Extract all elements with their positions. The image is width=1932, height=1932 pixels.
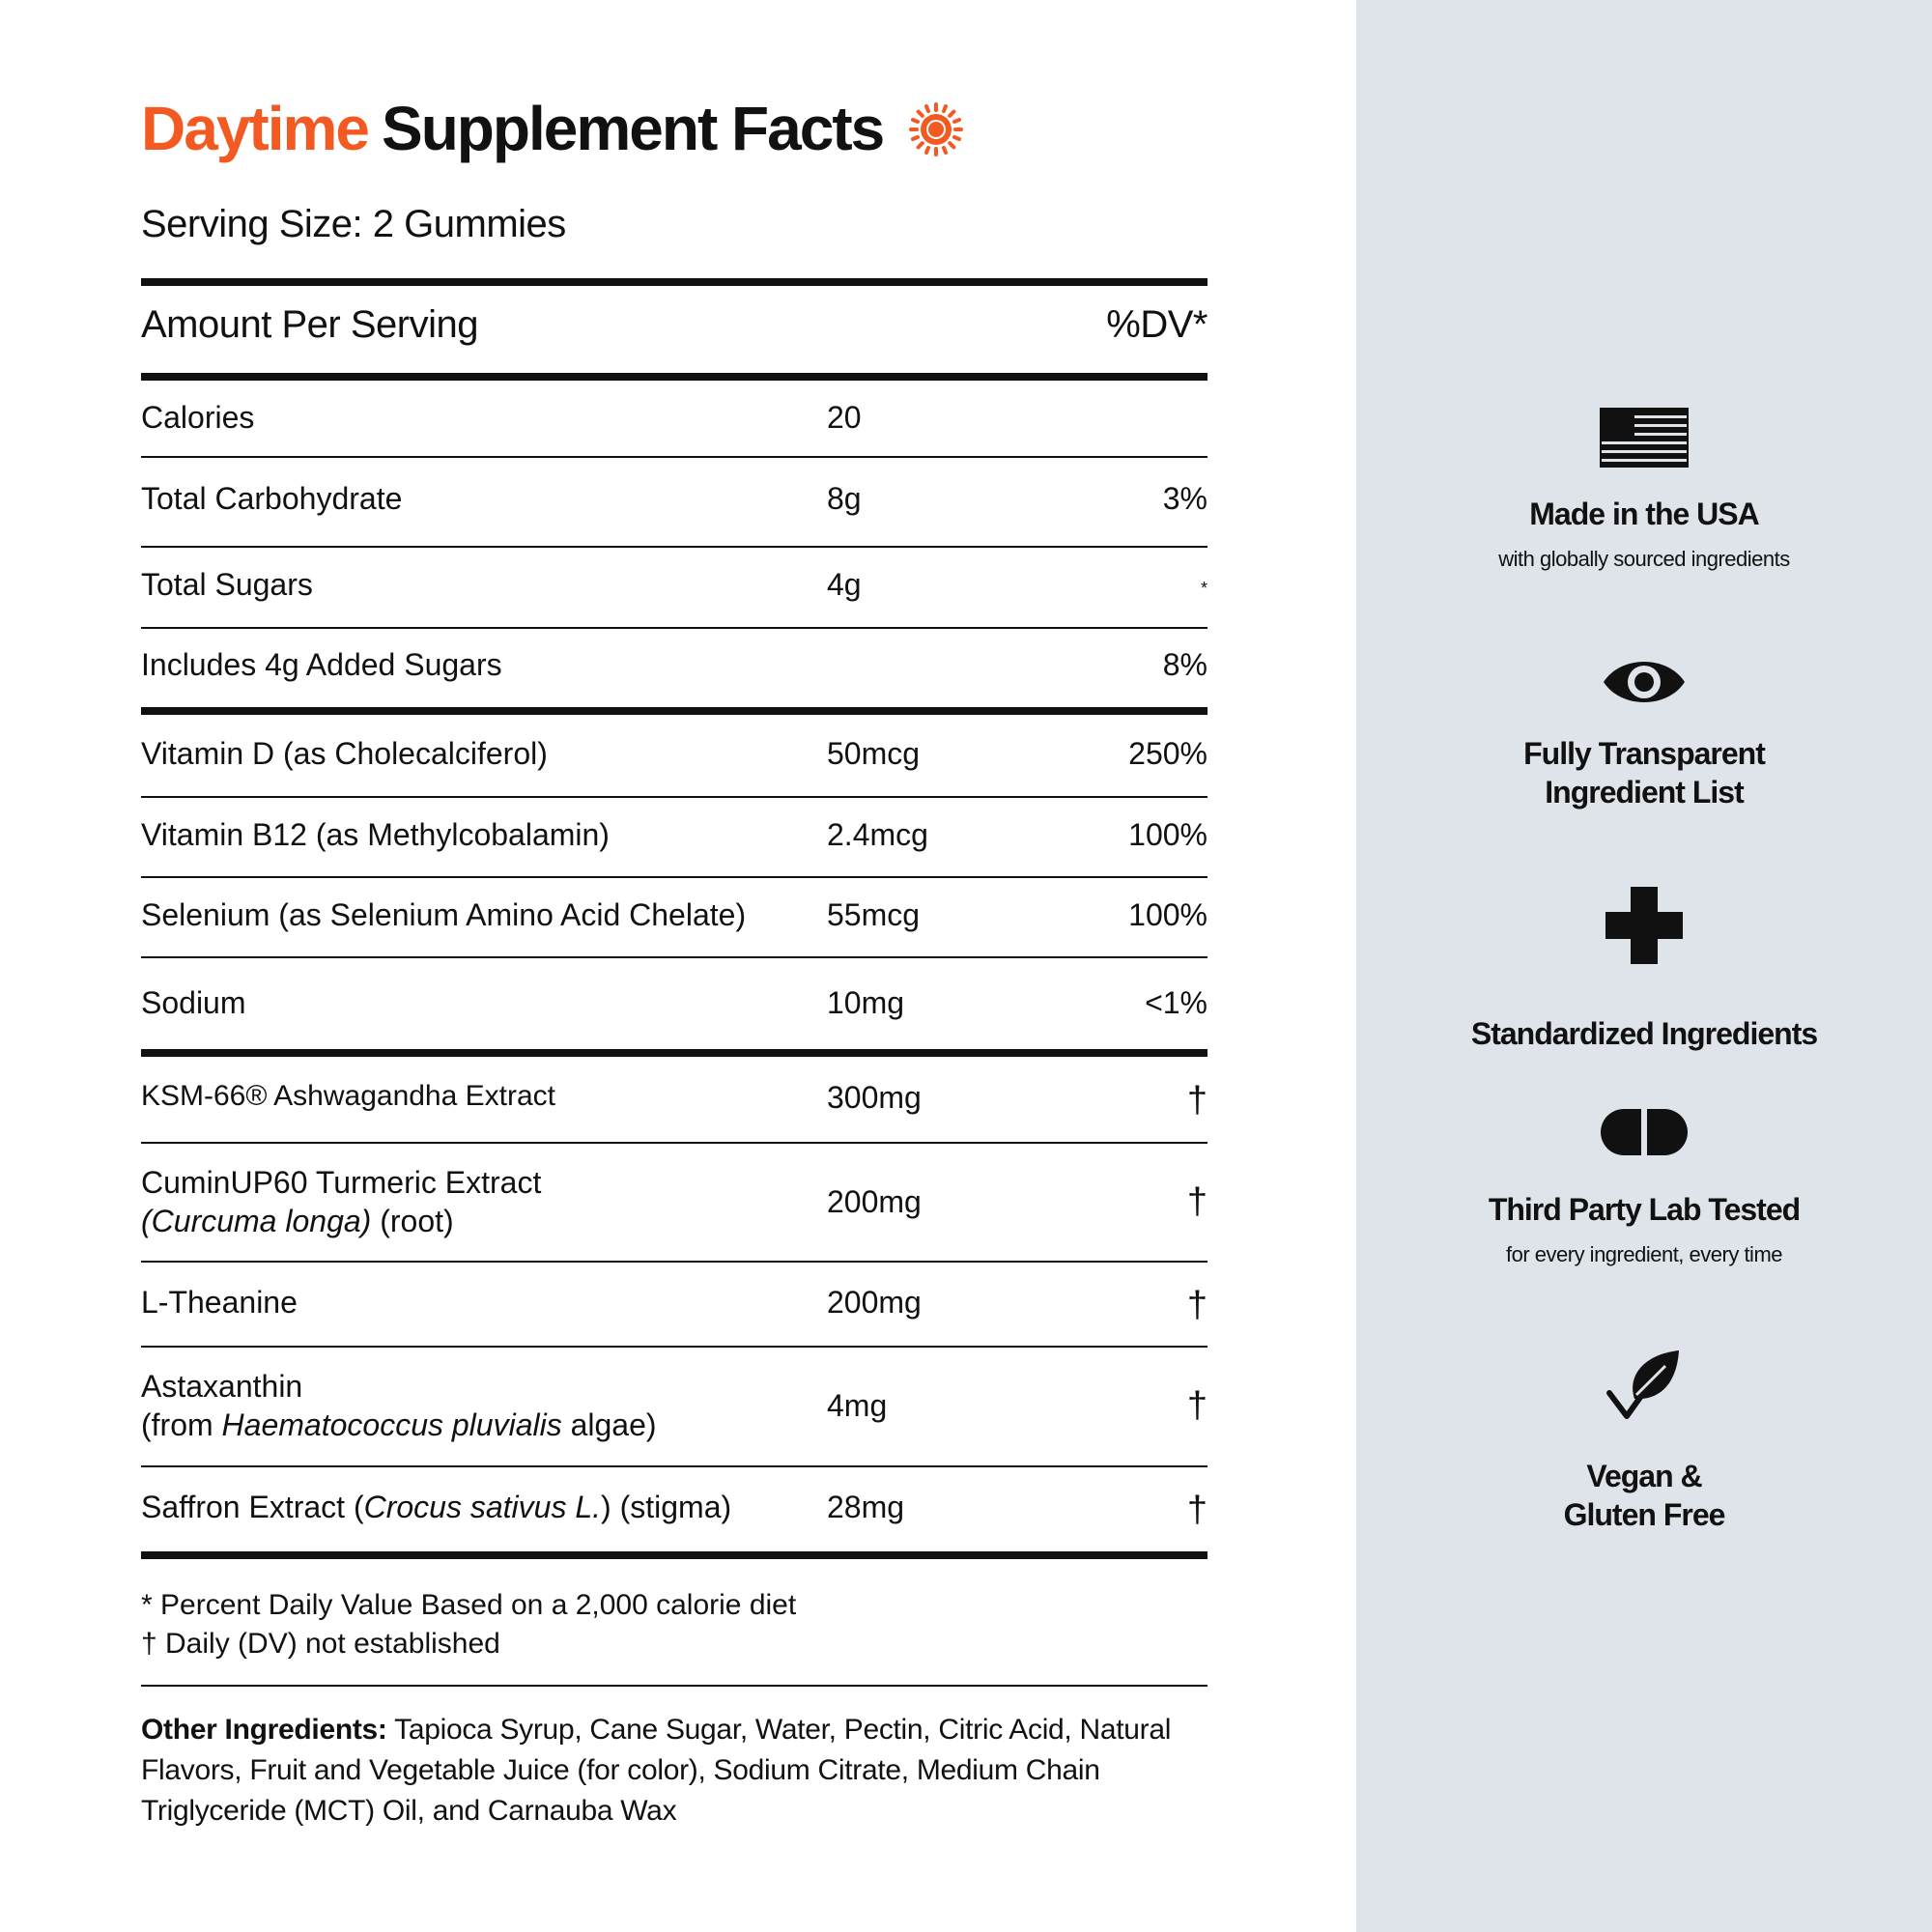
divider (141, 546, 1208, 548)
nutrient-name-part: (from (141, 1407, 222, 1442)
feature-made-in-usa (1356, 408, 1932, 572)
divider (141, 1551, 1208, 1559)
nutrient-name: Vitamin B12 (as Methylcobalamin) (141, 817, 610, 852)
eye-icon (1602, 653, 1687, 711)
divider (141, 956, 1208, 958)
nutrient-dv: † (1186, 1080, 1208, 1121)
divider (141, 278, 1208, 286)
nutrient-name (141, 1367, 657, 1444)
feature-vegan (1356, 1347, 1932, 1534)
nutrient-amount: 300mg (827, 1080, 922, 1115)
nutrient-name: Vitamin D (as Cholecalciferol) (141, 736, 548, 771)
feature-title: Made in the USA (1529, 497, 1759, 531)
us-flag-icon (1600, 408, 1689, 468)
feature-transparent (1356, 653, 1932, 811)
footnotes (141, 1586, 796, 1663)
nutrient-name-latin: (Curcuma longa) (141, 1204, 372, 1238)
title-accent: Daytime (141, 94, 368, 163)
other-ingredients-text: Tapioca Syrup, Cane Sugar, Water, Pectin, Citric Acid, Natural Flavors, Fruit and Vegetable Juice (for color), Sodium Citrate, Medium Chain Triglyceride (MCT) Oil, and Carnauba Wax (141, 1714, 1172, 1827)
nutrient-dv: 3% (1162, 481, 1208, 516)
nutrient-amount: 28mg (827, 1490, 905, 1524)
nutrient-amount: 20 (827, 400, 862, 435)
nutrient-dv: 100% (1128, 897, 1208, 932)
nutrient-dv: † (1186, 1285, 1208, 1325)
nutrient-dv: 8% (1162, 647, 1208, 682)
nutrient-amount: 4mg (827, 1388, 888, 1423)
nutrient-dv: † (1186, 1490, 1208, 1530)
divider (141, 1685, 1208, 1687)
nutrient-name: L-Theanine (141, 1285, 298, 1320)
divider (141, 1346, 1208, 1348)
dv-footnote: * Percent Daily Value Based on a 2,000 calorie diet (141, 1589, 797, 1621)
nutrient-amount: 200mg (827, 1285, 922, 1320)
nutrient-name: Calories (141, 400, 255, 435)
nutrient-name: Includes 4g Added Sugars (141, 647, 502, 682)
page-title (141, 93, 964, 164)
other-ingredients-label: Other Ingredients: (141, 1714, 387, 1746)
nutrient-amount: 8g (827, 481, 862, 516)
divider (141, 876, 1208, 878)
nutrient-name-part: algae) (561, 1407, 657, 1442)
capsule-icon (1601, 1109, 1688, 1155)
sun-icon (908, 100, 964, 156)
nutrient-name: Selenium (as Selenium Amino Acid Chelate) (141, 897, 747, 932)
nutrient-name-latin: Haematococcus pluvialis (221, 1407, 562, 1442)
nutrient-dv: * (1200, 579, 1208, 598)
nutrient-amount: 55mcg (827, 897, 921, 932)
nutrient-name: Sodium (141, 985, 246, 1020)
nutrient-name: Total Sugars (141, 567, 313, 602)
feature-title: Standardized Ingredients (1470, 1016, 1818, 1051)
other-ingredients (141, 1710, 1213, 1832)
divider (141, 1142, 1208, 1144)
divider (141, 707, 1208, 715)
feature-subtitle: with globally sourced ingredients (1498, 547, 1790, 571)
nutrient-amount: 50mcg (827, 736, 921, 771)
nutrient-name (141, 1163, 541, 1240)
plus-cross-icon (1605, 887, 1683, 964)
nutrient-name-part: (root) (371, 1204, 454, 1238)
feature-title: Vegan & Gluten Free (1563, 1459, 1725, 1532)
nutrient-dv: 250% (1128, 736, 1208, 771)
nutrient-amount: 200mg (827, 1184, 922, 1219)
nutrient-amount: 10mg (827, 985, 905, 1020)
feature-subtitle: for every ingredient, every time (1505, 1242, 1783, 1266)
feature-title: Third Party Lab Tested (1488, 1192, 1801, 1227)
dagger-footnote: † Daily (DV) not established (141, 1628, 500, 1660)
nutrient-name-main: Saffron Extract ( (141, 1490, 364, 1524)
serving-size: Serving Size: 2 Gummies (141, 203, 566, 245)
divider (141, 796, 1208, 798)
divider (141, 627, 1208, 629)
amount-header: Amount Per Serving (141, 303, 478, 346)
nutrient-dv: <1% (1145, 985, 1208, 1020)
divider (141, 1049, 1208, 1057)
nutrient-name-main: Astaxanthin (141, 1369, 303, 1404)
dv-header: %DV* (1106, 303, 1208, 346)
feature-title: Fully Transparent Ingredient List (1523, 736, 1765, 810)
nutrient-dv: 100% (1128, 817, 1208, 852)
nutrient-name (141, 1490, 731, 1525)
nutrient-dv: † (1186, 1385, 1208, 1426)
leaf-check-icon (1605, 1347, 1683, 1424)
divider (141, 1465, 1208, 1467)
nutrient-name-part: ) (stigma) (601, 1490, 732, 1524)
nutrient-name-main: CuminUP60 Turmeric Extract (141, 1165, 542, 1200)
divider (141, 373, 1208, 381)
feature-lab-tested (1356, 1109, 1932, 1267)
nutrient-amount: 2.4mcg (827, 817, 928, 852)
title-rest: Supplement Facts (382, 94, 884, 163)
nutrient-name: Total Carbohydrate (141, 481, 403, 516)
feature-standardized (1356, 887, 1932, 1053)
nutrient-dv: † (1186, 1181, 1208, 1222)
divider (141, 456, 1208, 458)
divider (141, 1261, 1208, 1263)
nutrient-name: KSM-66® Ashwagandha Extract (141, 1080, 555, 1112)
nutrient-name-latin: Crocus sativus L. (363, 1490, 602, 1524)
nutrient-amount: 4g (827, 567, 862, 602)
